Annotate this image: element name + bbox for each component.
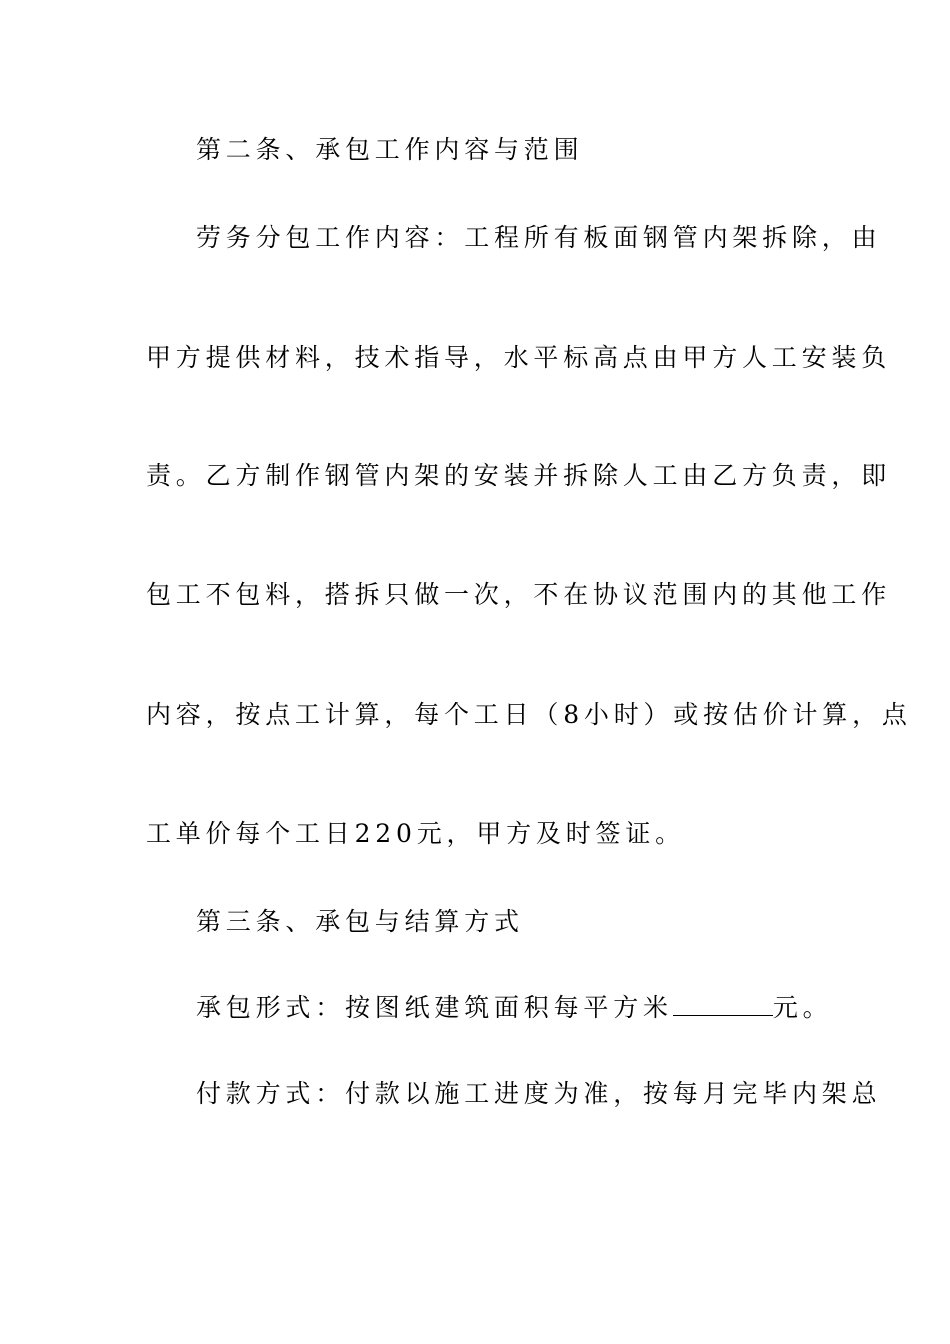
article-2-heading: 第二条、承包工作内容与范围 <box>196 135 584 164</box>
contract-form-line <box>196 990 832 1026</box>
article-2-line-5: 内容，按点工计算，每个工日（8小时）或按估价计算，点 <box>146 700 912 729</box>
price-blank-field[interactable] <box>673 993 773 1016</box>
article-2-line-3: 责。乙方制作钢管内架的安装并拆除人工由乙方负责，即 <box>146 461 892 490</box>
article-2-line-6: 工单价每个工日220元，甲方及时签证。 <box>146 819 685 848</box>
article-3-heading: 第三条、承包与结算方式 <box>196 907 524 936</box>
article-2-line-4: 包工不包料，搭拆只做一次，不在协议范围内的其他工作 <box>146 580 892 609</box>
contract-form-suffix: 元。 <box>772 993 833 1022</box>
payment-method-line: 付款方式：付款以施工进度为准，按每月完毕内架总 <box>196 1079 882 1108</box>
contract-form-prefix: 承包形式：按图纸建筑面积每平方米 <box>196 993 673 1022</box>
article-2-line-1: 劳务分包工作内容：工程所有板面钢管内架拆除，由 <box>196 223 882 252</box>
article-2-line-2: 甲方提供材料，技术指导，水平标高点由甲方人工安装负 <box>146 343 892 372</box>
